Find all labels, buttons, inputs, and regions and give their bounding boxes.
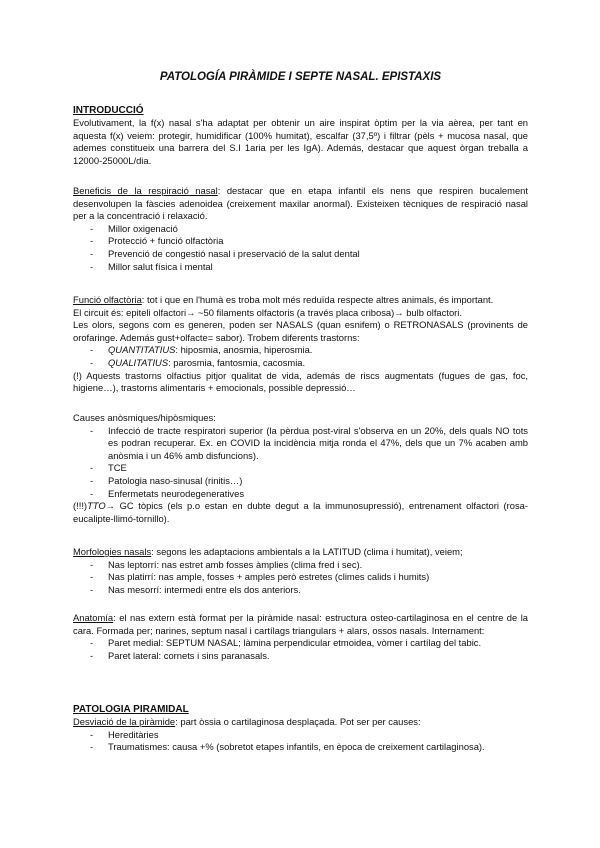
list-item: - Nas mesorrí: intermedi entre els dos anteriors. <box>73 584 528 597</box>
patologia-heading: PATOLOGIA PIRAMIDAL <box>73 704 189 715</box>
list-item: - Nas leptorrí: nas estret amb fosses àmplies (clima fred i sec). <box>73 559 528 572</box>
morfologies-list <box>73 559 528 597</box>
olfactoria-list <box>73 344 528 369</box>
tto-paragraph <box>73 500 528 525</box>
document-title: PATOLOGÍA PIRÀMIDE I SEPTE NASAL. EPISTAXIS <box>159 71 442 83</box>
patologia-label: Desviació de la piràmide <box>73 716 176 727</box>
beneficis-section <box>73 185 528 273</box>
intro-section <box>73 104 528 167</box>
morfologies-label: Morfologies nasals <box>73 546 152 557</box>
list-item: - Traumatismes: causa +% (sobretot etapes infantils, en època de creixement cartilaginosa). <box>73 741 528 754</box>
beneficis-text: : destacar que en etapa infantil els nens que respiren bucalement desenvolupen la fàscies adenoidea (creixement maxilar anormal). Existeixen tècniques de respiració nasal per a la concentració i relaxació. <box>73 185 528 222</box>
list-item: - Hereditàries <box>73 729 528 742</box>
trastorn-text: : hiposmia, anosmia, hiperosmia. <box>175 344 313 356</box>
olfactoria-paragraph-1 <box>73 294 528 307</box>
list-item: - Enfermetats neurodegeneratives <box>73 488 528 501</box>
beneficis-paragraph <box>73 185 528 223</box>
beneficis-label: Beneficis de la respiració nasal <box>73 185 218 196</box>
list-item: - Millor salut física i mental <box>73 261 528 274</box>
olfactoria-label: Funció olfactòria <box>73 294 142 305</box>
olfactoria-note: (!) Aquests trastorns olfactius pitjor qualitat de vida, además de riscs augmentats (fugues de gas, foc, higiene…), trastorns alimentaris + emocionals, possible depressió… <box>73 369 528 394</box>
tto-prefix: (!!!) <box>73 500 88 512</box>
olfactoria-text-2: El circuit és: epiteli olfactori→ ~50 filaments olfactoris (a través placa cribosa)→ bulb olfactori. <box>73 306 462 318</box>
patologia-list <box>73 729 528 754</box>
list-item: - Paret medial: SEPTUM NASAL; làmina perpendicular etmoidea, vòmer i cartílag del tabic. <box>73 637 528 650</box>
tto-label: TTO <box>87 500 106 512</box>
list-item: - Prevenció de congestió nasal i preservació de la salut dental <box>73 248 528 261</box>
intro-text: Evolutivament, la f(x) nasal s'ha adaptat per obtenir un aire inspirat òptim per la via aèrea, per tant en aquesta f(x) veiem: protegir, humidificar (100% humitat), escalfar (37,5º) i filtrar (pèls + mucosa nasal, que ademes constitueix una barrera del S.I 1aria per les IgA). Además, destacar que aquest òrgan treballa a 12000-25000L/dia. <box>73 117 528 166</box>
morfologies-section <box>73 546 528 596</box>
olfactoria-text-1: : tot i que en l'humà es troba molt més reduïda respecte altres animals, és important. <box>141 294 494 305</box>
patologia-text: : part òssia o cartilaginosa desplaçada. Pot ser per causes: <box>175 716 421 727</box>
anatomia-section <box>73 612 528 662</box>
anatomia-label: Anatomía <box>73 612 114 623</box>
list-item: - Infecció de tracte respiratori superior (la pèrdua post-viral s'observa en un 20%, dels quals NO tots es podran recuperar. Ex. en COVID la incidència mitja ronda el 47%, dels que un 7% acaben amb anòsmia i un 46% amb disfuncions). <box>73 425 528 463</box>
causes-list <box>73 425 528 501</box>
trastorn-label: QUALITATIUS <box>108 356 169 368</box>
list-item: - Patologia naso-sinusal (rinitis…) <box>73 475 528 488</box>
list-item: - Protecció + funció olfactòria <box>73 235 528 248</box>
list-item: - TCE <box>73 462 528 475</box>
list-item <box>73 357 528 370</box>
anatomia-paragraph <box>73 612 528 637</box>
intro-heading: INTRODUCCIÓ <box>73 105 144 116</box>
list-item: - Millor oxigenació <box>73 223 528 236</box>
list-item <box>73 344 528 357</box>
anatomia-list <box>73 637 528 662</box>
list-item: - Paret lateral: cornets i sins paranasals. <box>73 650 528 663</box>
morfologies-paragraph <box>73 546 528 559</box>
patologia-section <box>73 703 528 754</box>
morfologies-text: : segons les adaptacions ambientals a la LATITUD (clima i humitat), veiem; <box>151 546 463 557</box>
tto-text: → GC tòpics (els p.o estan en dubte degut a la immunosupressió), entrenament olfactori (rosa-eucalipte-llimó-tornillo). <box>73 500 528 524</box>
trastorn-label: QUANTITATIUS <box>108 344 176 356</box>
olfactoria-text-3: Les olors, segons com es generen, poden ser NASALS (quan esnifem) o RETRONASALS (provinents de orofaringe. Además gust+olfacte= sabor). Trobem diferents trastorns: <box>73 319 528 343</box>
beneficis-list <box>73 223 528 273</box>
causes-heading: Causes anòsmiques/hipòsmiques: <box>73 412 216 423</box>
patologia-paragraph <box>73 716 528 729</box>
list-item: - Nas platirrí: nas ample, fosses + amples però estretes (climes calids i humits) <box>73 571 528 584</box>
olfactoria-section <box>73 294 528 395</box>
anatomia-text: : el nas extern està format per la piràmide nasal: estructura osteo-cartilaginosa en el centre de la cara. Formada per; narines, septum nasal i cartílags triangulars + alars, ossos nasals. Internament: <box>73 612 528 636</box>
causes-section <box>73 412 528 525</box>
trastorn-text: : parosmia, fantosmia, cacosmia. <box>168 356 306 368</box>
